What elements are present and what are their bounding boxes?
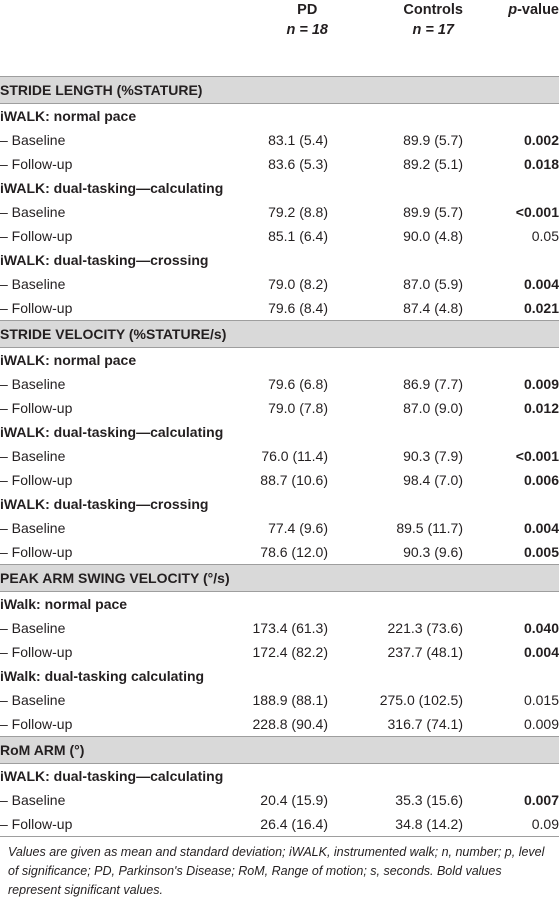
table-row — [0, 272, 559, 296]
table-row — [0, 516, 559, 540]
table-row — [0, 200, 559, 224]
row-label: – Follow-up — [0, 812, 201, 837]
group-title: iWALK: normal pace — [0, 108, 137, 124]
table-row — [0, 128, 559, 152]
table-row — [0, 296, 559, 321]
p-value: 0.004 — [523, 276, 559, 292]
pd-value: 26.4 (16.4) — [201, 812, 328, 837]
pd-value: 78.6 (12.0) — [260, 544, 328, 560]
group-title: iWALK: dual-tasking—calculating — [0, 424, 224, 440]
row-label: – Baseline — [0, 376, 66, 392]
section-row — [0, 321, 559, 348]
controls-value: 87.4 (4.8) — [403, 300, 463, 316]
section-row — [0, 565, 559, 592]
controls-value: 86.9 (7.7) — [403, 376, 463, 392]
p-value: 0.006 — [523, 472, 559, 488]
table-row — [0, 468, 559, 492]
controls-value: 89.5 (11.7) — [396, 520, 463, 536]
row-label: – Baseline — [0, 132, 66, 148]
table-body — [0, 77, 559, 837]
pd-value: 76.0 (11.4) — [261, 448, 328, 464]
table-row — [0, 396, 559, 420]
p-value: 0.018 — [523, 156, 559, 172]
controls-value: 221.3 (73.6) — [387, 620, 463, 636]
table-row — [0, 640, 559, 664]
table-row — [0, 224, 559, 248]
pd-value: 79.0 (7.8) — [268, 400, 328, 416]
row-label: – Baseline — [0, 276, 66, 292]
pd-value: 188.9 (88.1) — [252, 692, 328, 708]
header-pvalue-label — [508, 2, 559, 18]
group-title: iWalk: dual-tasking calculating — [0, 668, 205, 684]
row-label: – Follow-up — [0, 228, 73, 244]
p-value: 0.05 — [531, 228, 559, 244]
p-value: 0.012 — [523, 400, 559, 416]
p-value: 0.040 — [523, 620, 559, 636]
table-row — [0, 540, 559, 565]
p-value: 0.021 — [523, 300, 559, 316]
pd-value: 88.7 (10.6) — [260, 472, 328, 488]
pd-value: 79.6 (6.8) — [268, 376, 328, 392]
section-title: RoM ARM (°) — [0, 737, 559, 764]
pd-value: 77.4 (9.6) — [268, 520, 328, 536]
controls-value: 35.3 (15.6) — [395, 792, 463, 808]
group-row — [0, 664, 559, 688]
section-row — [0, 737, 559, 764]
p-value: 0.009 — [523, 376, 559, 392]
header-blank — [0, 0, 201, 77]
pd-value: 83.1 (5.4) — [268, 132, 328, 148]
row-label: – Baseline — [0, 792, 66, 808]
table-row — [0, 712, 559, 737]
header-pvalue — [463, 0, 559, 77]
row-label: – Baseline — [0, 620, 66, 636]
group-title: iWALK: normal pace — [0, 352, 137, 368]
section-title: STRIDE LENGTH (%STATURE) — [0, 77, 559, 104]
pd-value: 79.6 (8.4) — [268, 300, 328, 316]
controls-value: 89.9 (5.7) — [403, 132, 463, 148]
group-title: iWALK: dual-tasking—crossing — [0, 252, 209, 268]
p-value: 0.015 — [523, 692, 559, 708]
section-title: STRIDE VELOCITY (%STATURE/s) — [0, 321, 559, 348]
controls-value: 90.3 (7.9) — [403, 448, 463, 464]
table-row — [0, 788, 559, 812]
header-controls-n: n = 17 — [412, 22, 454, 38]
group-title: iWALK: dual-tasking—crossing — [0, 496, 209, 512]
controls-value: 89.2 (5.1) — [403, 156, 463, 172]
controls-value: 98.4 (7.0) — [403, 472, 463, 488]
p-value: 0.005 — [523, 544, 559, 560]
table-row — [0, 152, 559, 176]
row-label: – Follow-up — [0, 544, 73, 560]
group-row — [0, 764, 559, 789]
pd-value: 85.1 (6.4) — [268, 228, 328, 244]
row-label: – Baseline — [0, 448, 66, 464]
group-title: iWALK: dual-tasking—calculating — [0, 180, 224, 196]
controls-value: 89.9 (5.7) — [403, 204, 463, 220]
group-row — [0, 592, 559, 617]
pd-value: 172.4 (82.2) — [252, 644, 328, 660]
row-label: – Follow-up — [0, 472, 73, 488]
table-footnote: Values are given as mean and standard deviation; iWALK, instrumented walk; n, number; p, level of significance; PD, Parkinson's Disease; RoM, Range of motion; s, seconds. Bold values represent significant values. — [8, 845, 545, 897]
pd-value: 228.8 (90.4) — [252, 716, 328, 732]
header-controls-label: Controls — [403, 2, 463, 18]
controls-value: 87.0 (5.9) — [403, 276, 463, 292]
p-value: 0.009 — [523, 716, 559, 732]
pd-value: 173.4 (61.3) — [252, 620, 328, 636]
controls-value: 90.3 (9.6) — [403, 544, 463, 560]
group-row — [0, 492, 559, 516]
controls-value: 237.7 (48.1) — [387, 644, 463, 660]
group-row — [0, 420, 559, 444]
header-pvalue-rest: -value — [517, 2, 559, 18]
p-value: 0.09 — [463, 812, 559, 837]
table-row — [0, 616, 559, 640]
group-title: iWALK: dual-tasking—calculating — [0, 768, 224, 784]
p-value: 0.007 — [523, 792, 559, 808]
pd-value: 20.4 (15.9) — [260, 792, 328, 808]
table-row — [0, 444, 559, 468]
row-label: – Follow-up — [0, 156, 73, 172]
header-pd-label: PD — [297, 2, 318, 18]
group-row — [0, 104, 559, 129]
p-value: 0.004 — [523, 644, 559, 660]
header-pd — [201, 0, 328, 77]
header-pvalue-p: p — [508, 2, 518, 18]
group-row — [0, 348, 559, 373]
p-value: 0.004 — [523, 520, 559, 536]
header-pd-n: n = 18 — [286, 22, 328, 38]
pd-value: 79.2 (8.8) — [268, 204, 328, 220]
controls-value: 87.0 (9.0) — [403, 400, 463, 416]
row-label: – Follow-up — [0, 716, 73, 732]
pd-value: 83.6 (5.3) — [268, 156, 328, 172]
table-row — [0, 372, 559, 396]
section-row — [0, 77, 559, 104]
p-value: <0.001 — [515, 448, 559, 464]
controls-value: 34.8 (14.2) — [328, 812, 463, 837]
p-value: <0.001 — [515, 204, 559, 220]
row-label: – Baseline — [0, 520, 66, 536]
p-value: 0.002 — [523, 132, 559, 148]
row-label: – Baseline — [0, 692, 66, 708]
row-label: – Follow-up — [0, 400, 73, 416]
table-header-row — [0, 0, 559, 77]
pd-value: 79.0 (8.2) — [268, 276, 328, 292]
section-title: PEAK ARM SWING VELOCITY (°/s) — [0, 565, 559, 592]
table-row — [0, 688, 559, 712]
controls-value: 316.7 (74.1) — [387, 716, 463, 732]
controls-value: 90.0 (4.8) — [403, 228, 463, 244]
row-label: – Follow-up — [0, 644, 73, 660]
group-row — [0, 176, 559, 200]
header-controls — [328, 0, 463, 77]
group-row — [0, 248, 559, 272]
row-label: – Baseline — [0, 204, 66, 220]
table-row — [0, 812, 559, 837]
group-title: iWalk: normal pace — [0, 596, 128, 612]
row-label: – Follow-up — [0, 300, 73, 316]
controls-value: 275.0 (102.5) — [379, 692, 463, 708]
